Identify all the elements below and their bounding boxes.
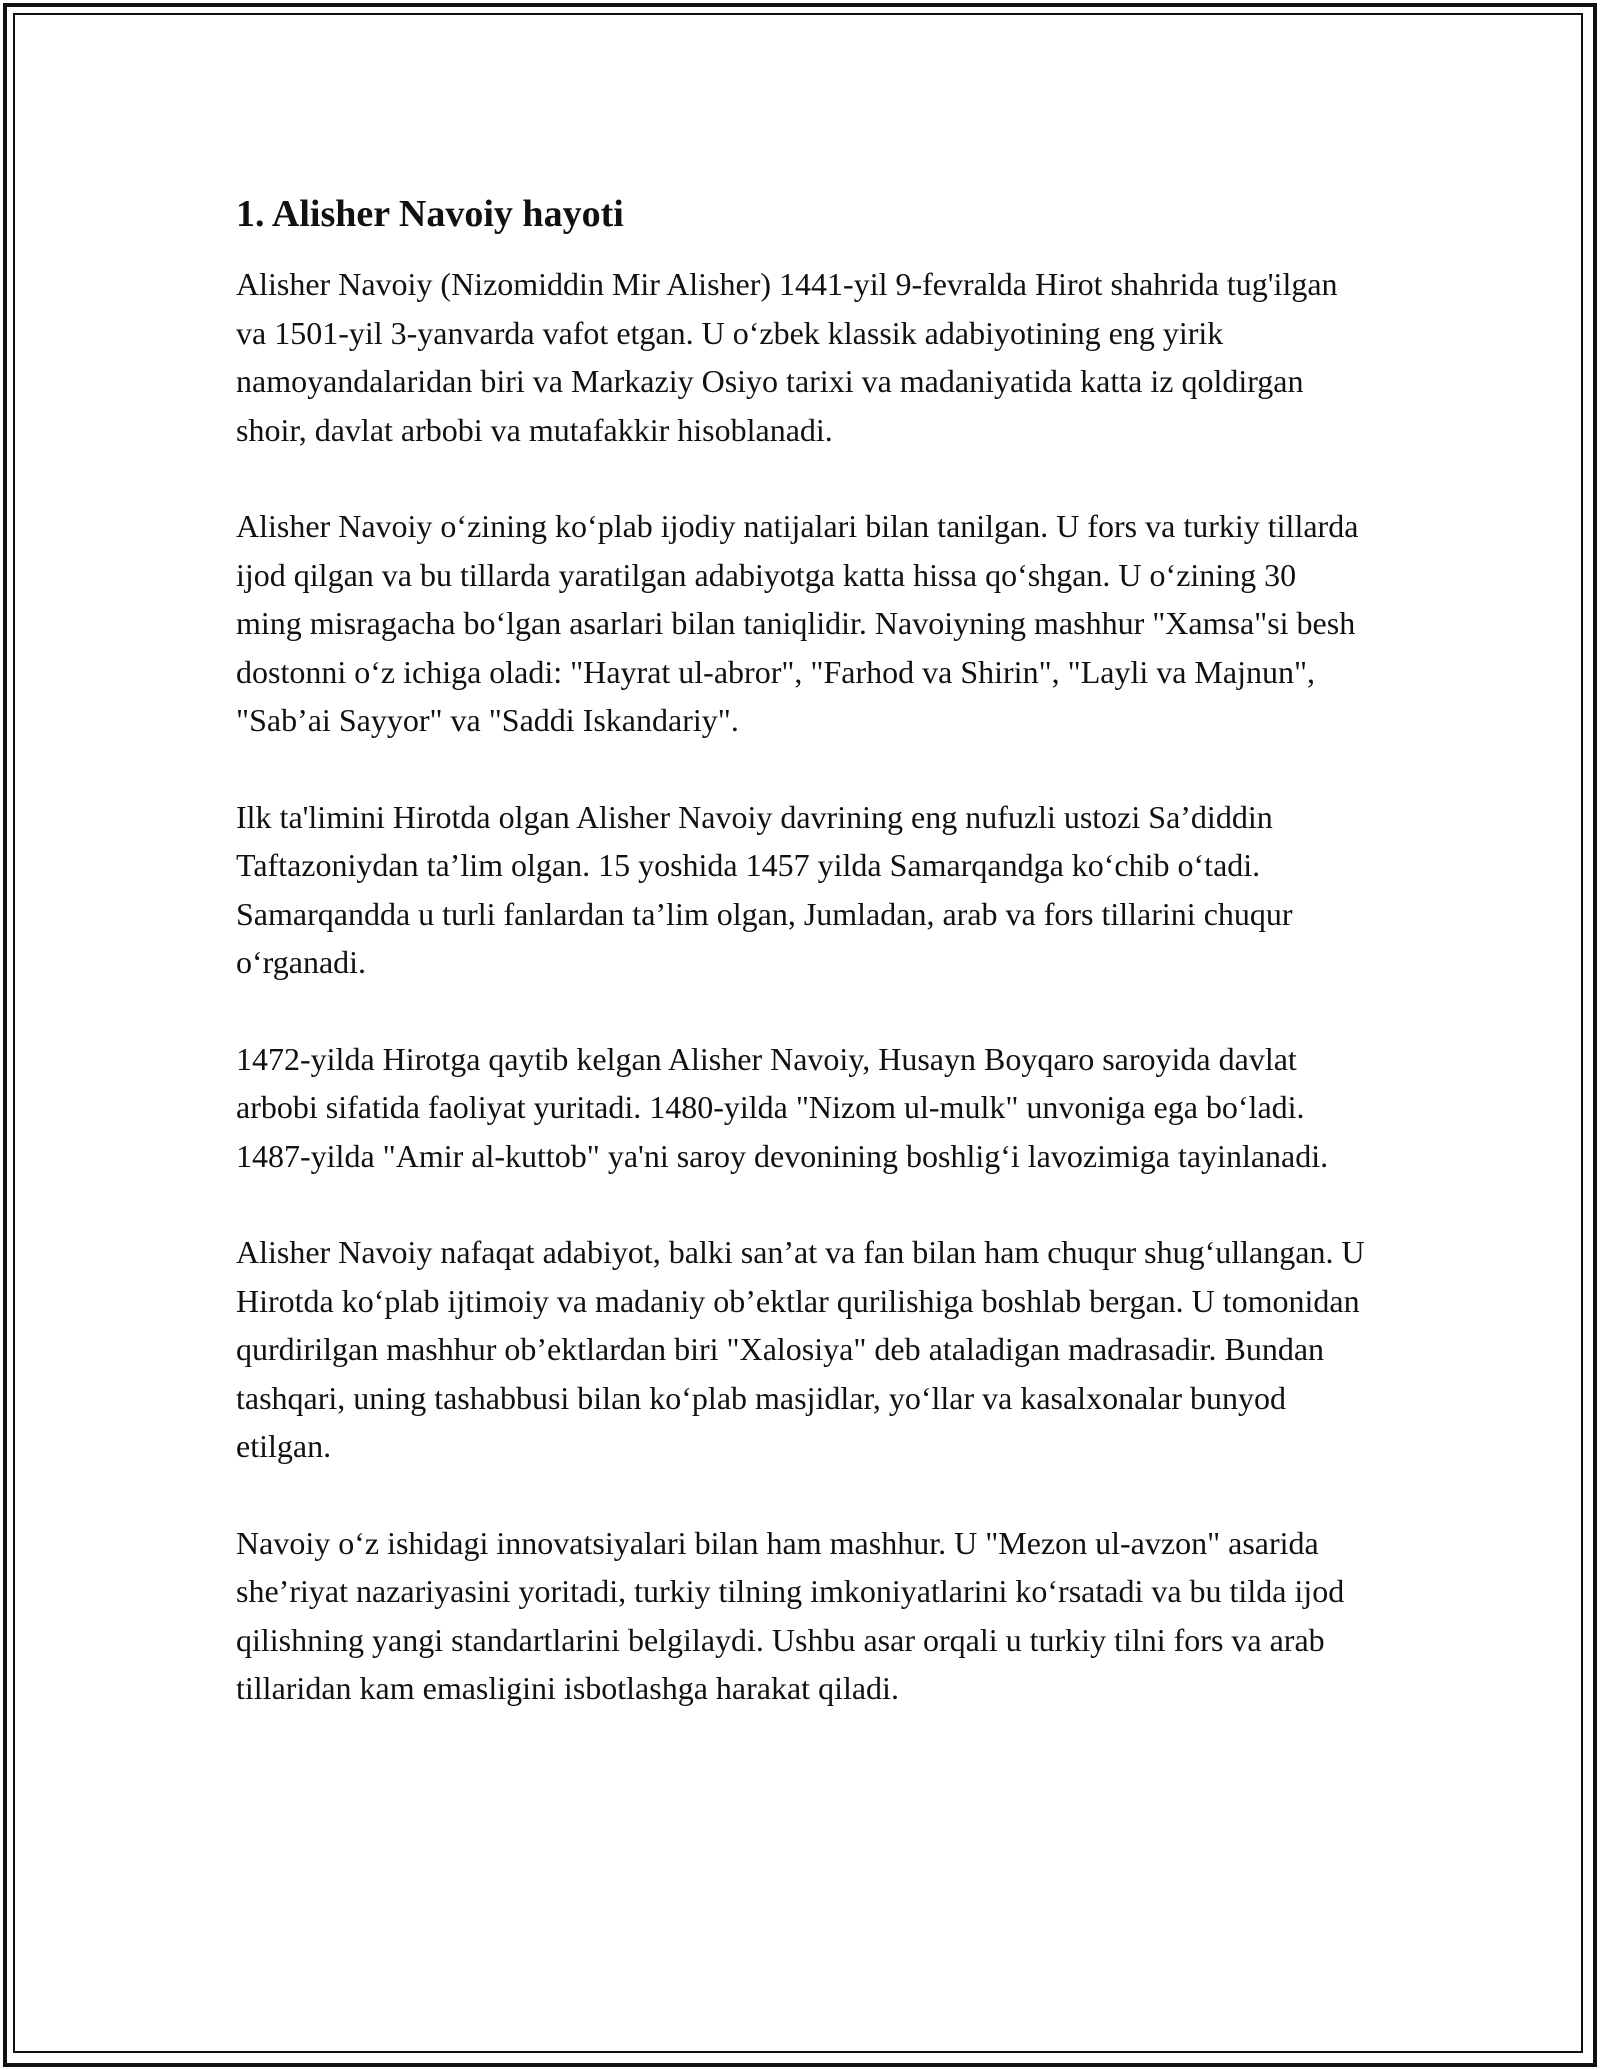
section-heading: 1. Alisher Navoiy hayoti [236, 193, 624, 235]
paragraph-state-service: 1472-yilda Hirotga qaytib kelgan Alisher Navoiy, Husayn Boyqaro saroyida davlat arbobi sifatida faoliyat yuritadi. 1480-yilda "Nizom ul-mulk" unvoniga ega bo‘ladi. 1487-yilda "Amir al-kuttob" ya'ni saroy devonining boshlig‘i lavozimiga tayinlanadi. [236, 1040, 1329, 1174]
document-body [236, 186, 1366, 1713]
paragraph-birth-and-significance: Alisher Navoiy (Nizomiddin Mir Alisher) 1441-yil 9-fevralda Hirot shahrida tug'ilgan va 1501-yil 3-yanvarda vafot etgan. U o‘zbek klassik adabiyotining eng yirik namoyandalaridan biri va Markaziy Osiyo tarixi va madaniyatida katta iz qoldirgan shoir, davlat arbobi va mutafakkir hisoblanadi. [236, 266, 1338, 448]
paragraph-innovations: Navoiy o‘z ishidagi innovatsiyalari bilan ham mashhur. U "Mezon ul-avzon" asarida she’riyat nazariyasini yoritadi, turkiy tilning imkoniyatlarini ko‘rsatadi va bu tilda ijod qilishning yangi standartlarini belgilaydi. Ushbu asar orqali u turkiy tilni fors va arab tillaridan kam emasligini isbotlashga harakat qiladi. [236, 1524, 1345, 1706]
paragraph-art-and-construction: Alisher Navoiy nafaqat adabiyot, balki san’at va fan bilan ham chuqur shug‘ullangan. U Hirotda ko‘plab ijtimoiy va madaniy ob’ektlar qurilishiga boshlab bergan. U tomonidan qurdirilgan mashhur ob’ektlardan biri "Xalosiya" deb ataladigan madrasadir. Bundan tashqari, uning tashabbusi bilan ko‘plab masjidlar, yo‘llar va kasalxonalar bunyod etilgan. [236, 1234, 1365, 1464]
paragraph-literary-works: Alisher Navoiy o‘zining ko‘plab ijodiy natijalari bilan tanilgan. U fors va turkiy tillarda ijod qilgan va bu tillarda yaratilgan adabiyotga katta hissa qo‘shgan. U o‘zining 30 ming misragacha bo‘lgan asarlari bilan taniqlidir. Navoiyning mashhur "Xamsa"si besh dostonni o‘z ichiga oladi: "Hayrat ul-abror", "Farhod va Shirin", "Layli va Majnun", "Sab’ai Sayyor" va "Saddi Iskandariy". [236, 508, 1359, 738]
paragraph-education: Ilk ta'limini Hirotda olgan Alisher Navoiy davrining eng nufuzli ustozi Sa’diddin Taftazoniydan ta’lim olgan. 15 yoshida 1457 yilda Samarqandga ko‘chib o‘tadi. Samarqandda u turli fanlardan ta’lim olgan, Jumladan, arab va fors tillarini chuqur o‘rganadi. [236, 798, 1293, 980]
